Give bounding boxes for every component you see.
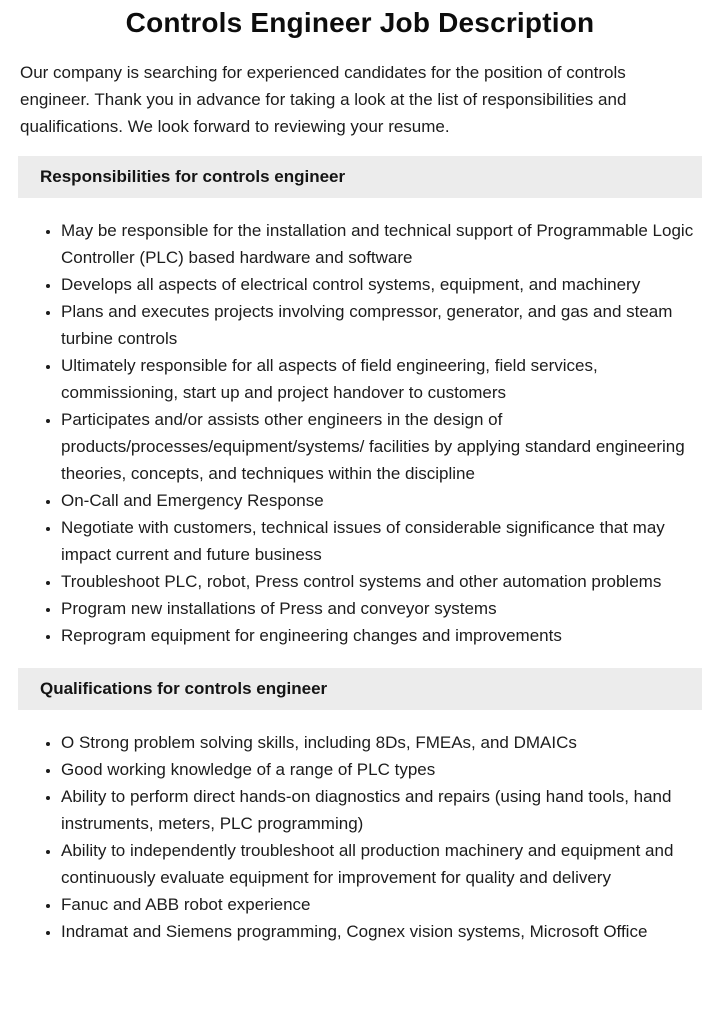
intro-paragraph: Our company is searching for experienced candidates for the position of controls engineer. Thank you in advance for taking a look at the list of responsibilities and qualifications. We look forward to reviewing your resume. (20, 63, 627, 136)
list-item: • Participates and/or assists other engineers in the design of products/processes/equipment/systems/ facilities by applying standard engineering theories, concepts, and techniques within the discipline (61, 406, 702, 487)
list-item: • Indramat and Siemens programming, Cognex vision systems, Microsoft Office (61, 918, 702, 945)
job-description-page (0, 6, 720, 1036)
list-item: • Reprogram equipment for engineering changes and improvements (61, 622, 702, 649)
section-heading-label: Responsibilities for controls engineer (40, 167, 346, 186)
responsibilities-list (0, 217, 702, 649)
page-title: Controls Engineer Job Description (125, 7, 595, 38)
list-item: • Fanuc and ABB robot experience (61, 891, 702, 918)
list-item: • Plans and executes projects involving compressor, generator, and gas and steam turbine controls (61, 298, 702, 352)
list-item: • On-Call and Emergency Response (61, 487, 702, 514)
section-heading-responsibilities (18, 156, 702, 198)
list-item: • May be responsible for the installation and technical support of Programmable Logic Controller (PLC) based hardware and software (61, 217, 702, 271)
section-heading-label: Qualifications for controls engineer (40, 679, 328, 698)
list-item: • Program new installations of Press and conveyor systems (61, 595, 702, 622)
qualifications-list (0, 729, 702, 945)
list-item: • O Strong problem solving skills, including 8Ds, FMEAs, and DMAICs (61, 729, 702, 756)
list-item: • Good working knowledge of a range of PLC types (61, 756, 702, 783)
list-item: • Troubleshoot PLC, robot, Press control systems and other automation problems (61, 568, 702, 595)
list-item: • Ability to independently troubleshoot all production machinery and equipment and continuously evaluate equipment for improvement for quality and delivery (61, 837, 702, 891)
list-item: • Ability to perform direct hands-on diagnostics and repairs (using hand tools, hand instruments, meters, PLC programming) (61, 783, 702, 837)
section-heading-qualifications (18, 668, 702, 710)
list-item: • Develops all aspects of electrical control systems, equipment, and machinery (61, 271, 702, 298)
list-item: • Negotiate with customers, technical issues of considerable significance that may impact current and future business (61, 514, 702, 568)
list-item: • Ultimately responsible for all aspects of field engineering, field services, commissioning, start up and project handover to customers (61, 352, 702, 406)
